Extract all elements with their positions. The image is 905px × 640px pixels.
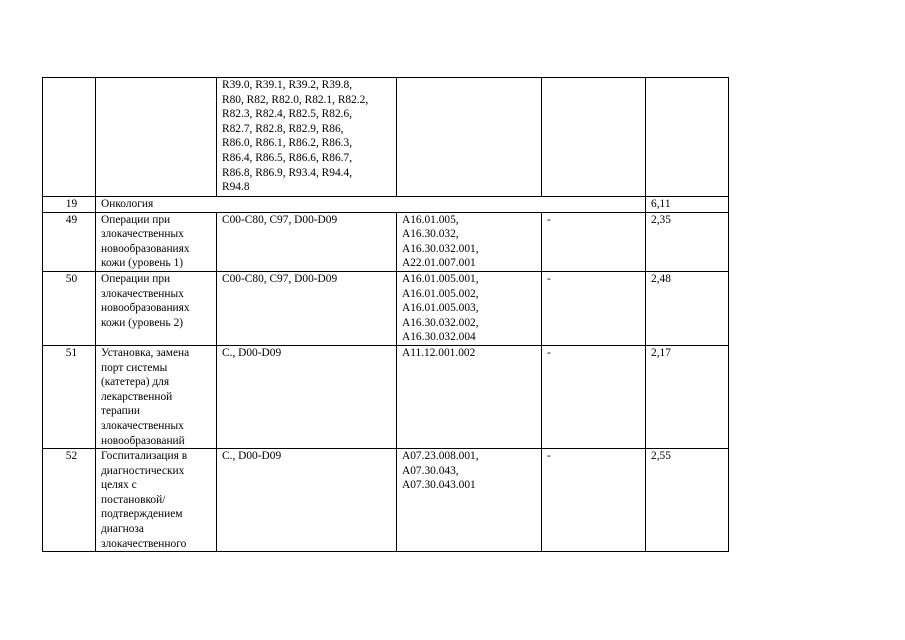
row-criteria: - (547, 213, 551, 226)
table-row (43, 271, 729, 345)
row-services: A16.01.005, A16.30.032, A16.30.032.001, A22.01.007.001 (402, 213, 479, 270)
row-name: Госпитализация в диагностических целях с постановкой/ подтверждением диагноза злокачественного (101, 450, 188, 550)
category-number: 19 (43, 197, 96, 213)
row-services: A16.01.005.001, A16.01.005.002, A16.01.005.003, A16.30.032.002, A16.30.032.004 (402, 272, 479, 344)
continuation-criteria-cell (542, 78, 646, 197)
row-criteria: - (547, 346, 551, 359)
continuation-number-cell (43, 78, 96, 197)
category-name: Онкология (96, 197, 646, 213)
row-coefficient: 2,17 (651, 346, 671, 359)
row-name: Установка, замена порт системы (катетера) для лекарственной терапии злокачественных новообразований (101, 346, 190, 447)
row-coefficient: 2,55 (651, 450, 671, 463)
row-diagnoses: C00-C80, C97, D00-D09 (222, 213, 338, 226)
row-diagnoses: C00-C80, C97, D00-D09 (222, 272, 338, 285)
category-row (43, 197, 729, 213)
row-services: A07.23.008.001, A07.30.043, A07.30.043.001 (402, 450, 479, 492)
row-coefficient: 2,35 (651, 213, 671, 226)
continuation-coefficient-cell (646, 78, 729, 197)
category-coefficient: 6,11 (646, 197, 729, 213)
continuation-services-cell (397, 78, 542, 197)
row-services: A11.12.001.002 (402, 346, 476, 359)
table-row (43, 212, 729, 271)
tariff-table (42, 77, 729, 552)
row-diagnoses: C., D00-D09 (222, 450, 282, 463)
row-criteria: - (547, 272, 551, 285)
row-number: 52 (65, 450, 78, 463)
row-coefficient: 2,48 (651, 272, 671, 285)
row-name: Операции при злокачественных новообразованиях кожи (уровень 1) (101, 213, 190, 270)
row-name: Операции при злокачественных новообразованиях кожи (уровень 2) (101, 272, 190, 329)
row-number: 51 (65, 346, 78, 359)
row-number: 50 (65, 272, 78, 285)
table-row (43, 449, 729, 552)
row-number: 49 (65, 213, 78, 226)
row-criteria: - (547, 450, 551, 463)
continuation-diagnoses-cell: R39.0, R39.1, R39.2, R39.8, R80, R82, R82.0, R82.1, R82.2, R82.3, R82.4, R82.5, R82.6, R82.7, R82.8, R82.9, R86, R86.0, R86.1, R86.2, R86.3, R86.4, R86.5, R86.6, R86.7, R86.8, R86.9, R93.4, R94.4, R94.8 (217, 78, 397, 197)
row-diagnoses: C., D00-D09 (222, 346, 282, 359)
continuation-row (43, 78, 729, 197)
table-row (43, 345, 729, 448)
continuation-name-cell (96, 78, 217, 197)
